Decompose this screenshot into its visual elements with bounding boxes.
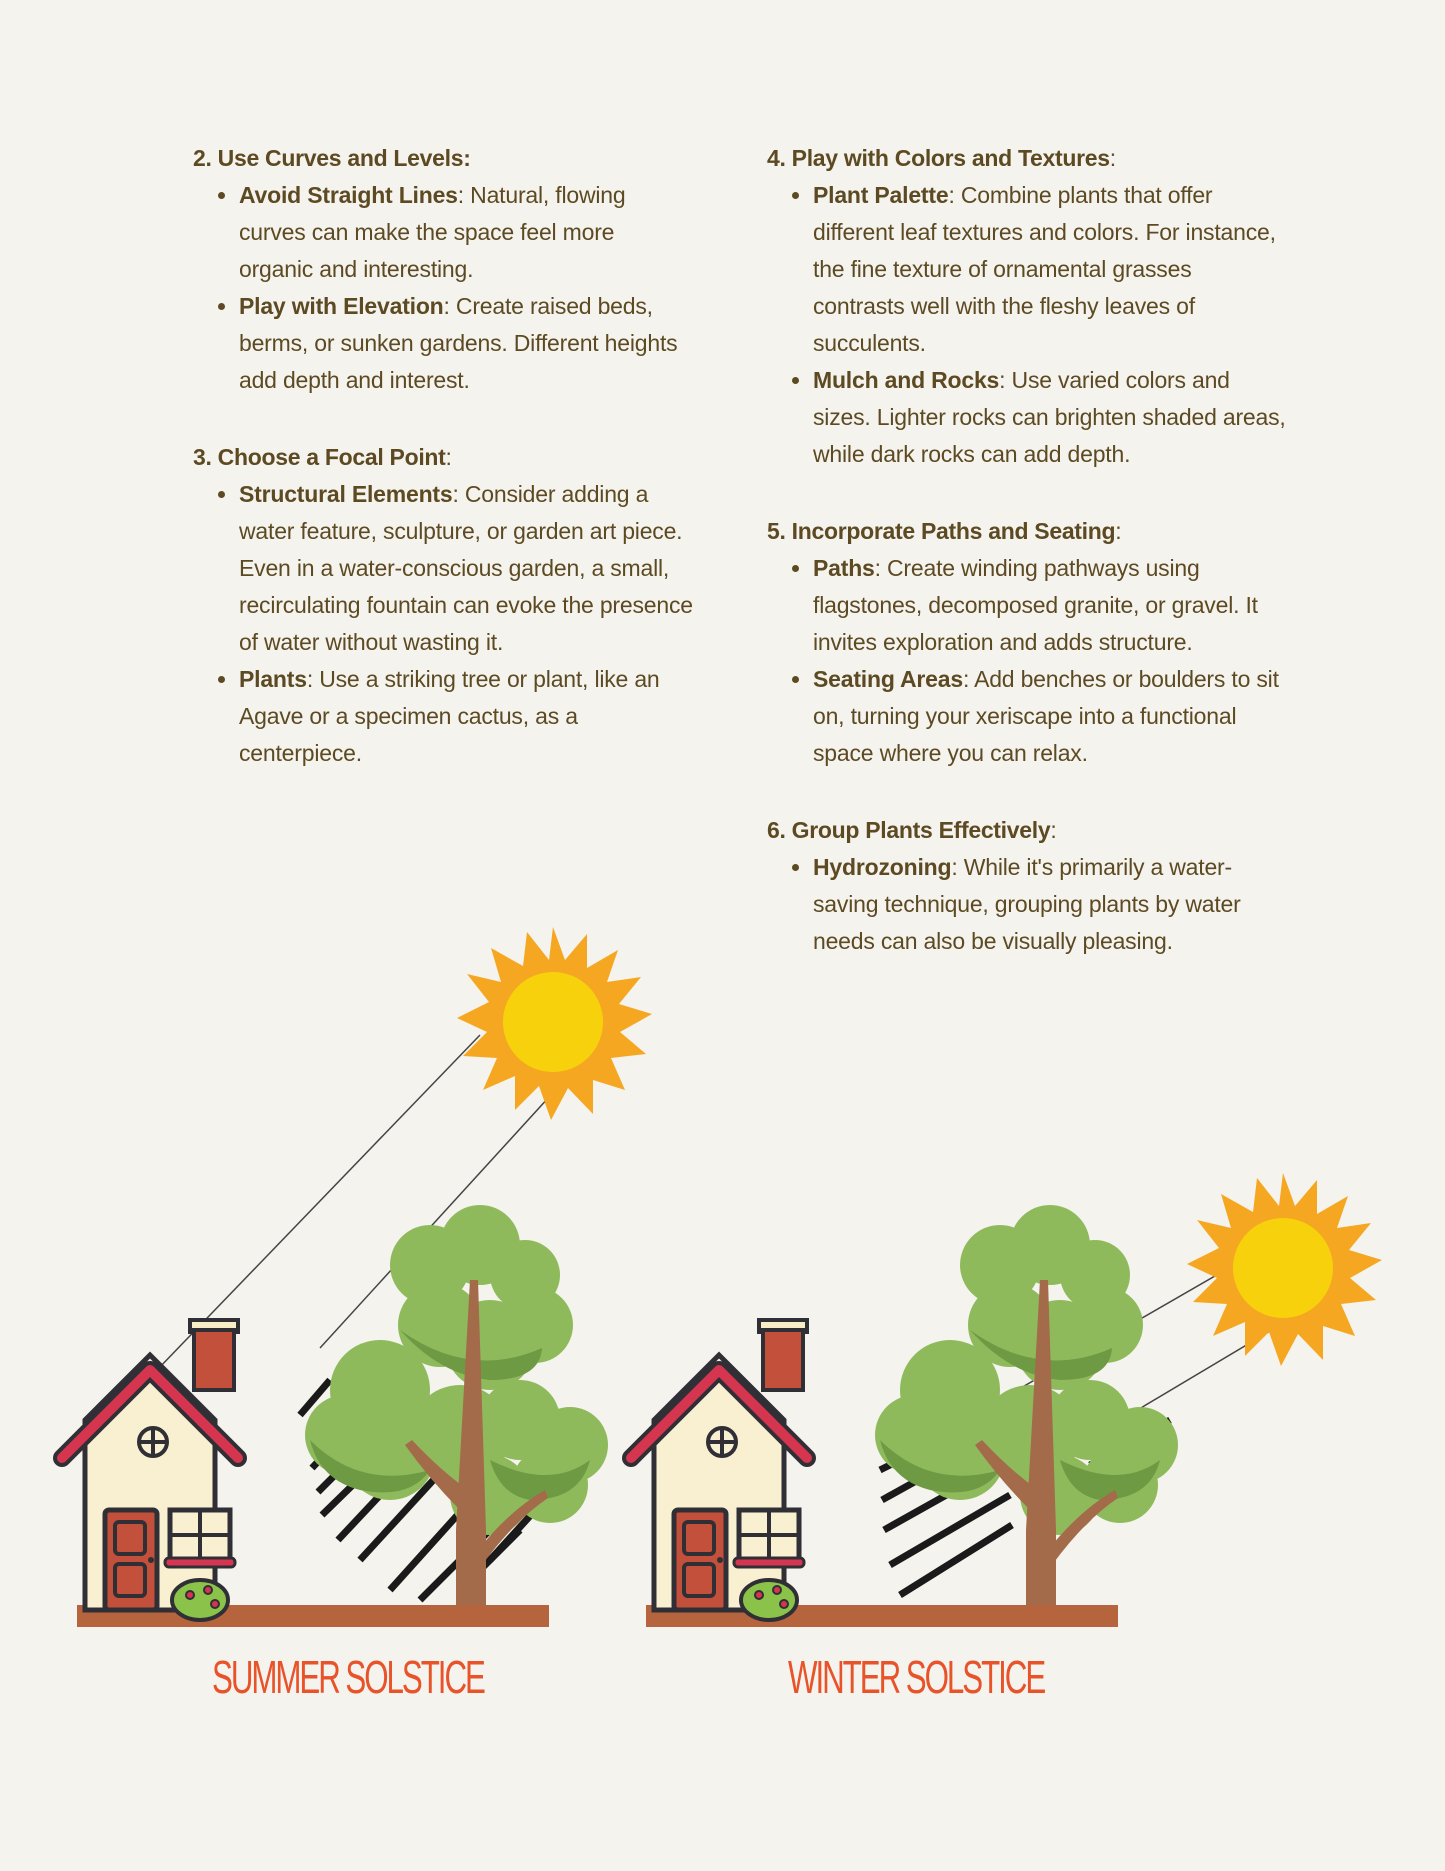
bullet-list: [767, 177, 1287, 473]
bullet-term: Plants: [239, 666, 307, 692]
solstice-illustration: [0, 920, 1445, 1720]
heading-colon: :: [1115, 518, 1122, 544]
list-item: [813, 550, 1287, 661]
bullet-text: : Combine plants that offer different leaf textures and colors. For instance, the fine texture of ornamental grasses contrasts well with the fleshy leaves of succulents.: [813, 182, 1276, 356]
left-column: [193, 140, 693, 812]
bullet-term: Mulch and Rocks: [813, 367, 1000, 393]
bullet-text: : Use a striking tree or plant, like an Agave or a specimen cactus, as a centerpiece.: [239, 666, 660, 766]
bullet-list: [193, 177, 693, 399]
section-heading-text: 3. Choose a Focal Point: [193, 444, 446, 470]
section-heading: [193, 439, 693, 476]
section-heading-text: 4. Play with Colors and Textures: [767, 145, 1110, 171]
heading-colon: :: [1050, 817, 1057, 843]
section-heading-text: 6. Group Plants Effectively: [767, 817, 1051, 843]
section-heading: [767, 812, 1287, 849]
section-colors-textures: [767, 140, 1287, 473]
house: [62, 1320, 238, 1620]
heading-colon: :: [445, 444, 452, 470]
section-focal-point: [193, 439, 693, 772]
bullet-text: : Natural, flowing curves can make the space feel more organic and interesting.: [239, 182, 626, 282]
tree: [305, 1205, 608, 1610]
list-item: [239, 177, 693, 288]
winter-scene: [631, 1173, 1382, 1627]
section-heading: [767, 140, 1287, 177]
bullet-term: Paths: [813, 555, 875, 581]
list-item: [813, 362, 1287, 473]
bullet-text: : Create raised beds, berms, or sunken gardens. Different heights add depth and interest.: [239, 293, 678, 393]
list-item: [239, 476, 693, 661]
bullet-term: Play with Elevation: [239, 293, 444, 319]
section-heading: [767, 513, 1287, 550]
heading-colon: :: [1109, 145, 1116, 171]
bullet-term: Seating Areas: [813, 666, 963, 692]
bullet-text: : Use varied colors and sizes. Lighter rocks can brighten shaded areas, while dark rocks can add depth.: [813, 367, 1286, 467]
bullet-term: Hydrozoning: [813, 854, 952, 880]
list-item: [813, 177, 1287, 362]
bullet-text: : While it's primarily a water-saving technique, grouping plants by water needs can also be visually pleasing.: [813, 854, 1241, 954]
section-heading-text: 5. Incorporate Paths and Seating: [767, 518, 1116, 544]
bullet-term: Plant Palette: [813, 182, 949, 208]
summer-scene: [62, 927, 652, 1627]
bullet-text: : Consider adding a water feature, sculpture, or garden art piece. Even in a water-conscious garden, a small, recirculating fountain can evoke the presence of water without wasting it.: [239, 481, 693, 655]
bullet-list: [193, 476, 693, 772]
list-item: [239, 288, 693, 399]
caption-summer-solstice: SUMMER SOLSTICE: [212, 1651, 484, 1703]
caption-winter-solstice: WINTER SOLSTICE: [788, 1651, 1045, 1703]
list-item: [239, 661, 693, 772]
right-column: [767, 140, 1287, 1000]
house: [631, 1320, 807, 1620]
bullet-term: Structural Elements: [239, 481, 453, 507]
sun-icon: [1187, 1173, 1382, 1366]
bullet-term: Avoid Straight Lines: [239, 182, 458, 208]
bullet-text: : Create winding pathways using flagstones, decomposed granite, or gravel. It invites exploration and adds structure.: [813, 555, 1258, 655]
section-paths-seating: [767, 513, 1287, 772]
section-heading: 2. Use Curves and Levels:: [193, 145, 471, 171]
sun-icon: [457, 927, 652, 1120]
list-item: [813, 661, 1287, 772]
bullet-text: : Add benches or boulders to sit on, turning your xeriscape into a functional space where you can relax.: [813, 666, 1279, 766]
section-curves-levels: [193, 140, 693, 399]
bullet-list: [767, 550, 1287, 772]
